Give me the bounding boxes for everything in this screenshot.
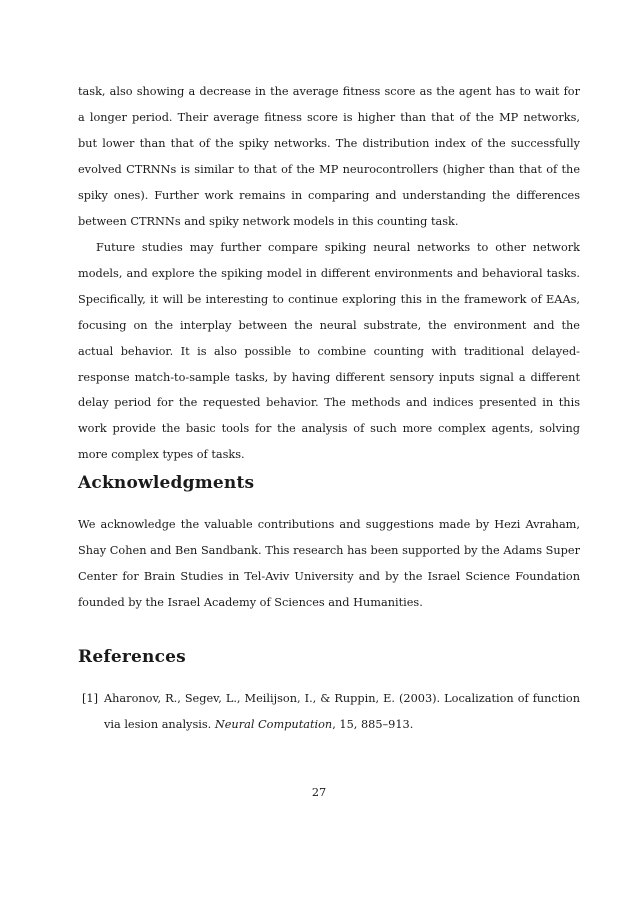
reference-body <box>104 686 580 738</box>
body-paragraph-2: Future studies may further compare spiking neural networks to other network models, and explore the spiking model in different environments and behavioral tasks. Specifically, it will be interesting to continue exploring this in the framework of EAAs, focusing on the interplay between the neural substrate, the environment and the actual behavior. It is also possible to combine counting with traditional delayed-response match-to-sample tasks, by having different sensory inputs signal a different delay period for the requested behavior. The methods and indices presented in this work provide the basic tools for the analysis of such more complex agents, solving more complex types of tasks. <box>78 241 580 462</box>
body-paragraph-1: task, also showing a decrease in the average fitness score as the agent has to wait for a longer period. Their average fitness score is higher than that of the MP networks, but lower than that of the spiky networks. The distribution index of the successfully evolved CTRNNs is similar to that of the MP neurocontrollers (higher than that of the spiky ones). Further work remains in comparing and understanding the differences between CTRNNs and spiky network models in this counting task. <box>78 85 580 228</box>
reference-journal: Neural Computation <box>214 717 333 731</box>
reference-number: [1] <box>82 692 99 705</box>
acknowledgments-heading: Acknowledgments <box>78 473 255 493</box>
reference-item-1 <box>82 686 580 738</box>
reference-details: , 15, 885–913. <box>332 717 414 731</box>
page-number: 27 <box>311 786 327 799</box>
reference-authors: Aharonov, R., Segev, L., Meilijson, I., & Ruppin, E. (2003). Localization of function via lesion analysis. <box>104 692 580 731</box>
acknowledgments-paragraph: We acknowledge the valuable contributions and suggestions made by Hezi Avraham, Shay Cohen and Ben Sandbank. This research has been supported by the Adams Super Center for Brain Studies in Tel-Aviv University and by the Israel Science Foundation founded by the Israel Academy of Sciences and Humanities. <box>78 518 580 609</box>
references-heading: References <box>78 647 186 667</box>
